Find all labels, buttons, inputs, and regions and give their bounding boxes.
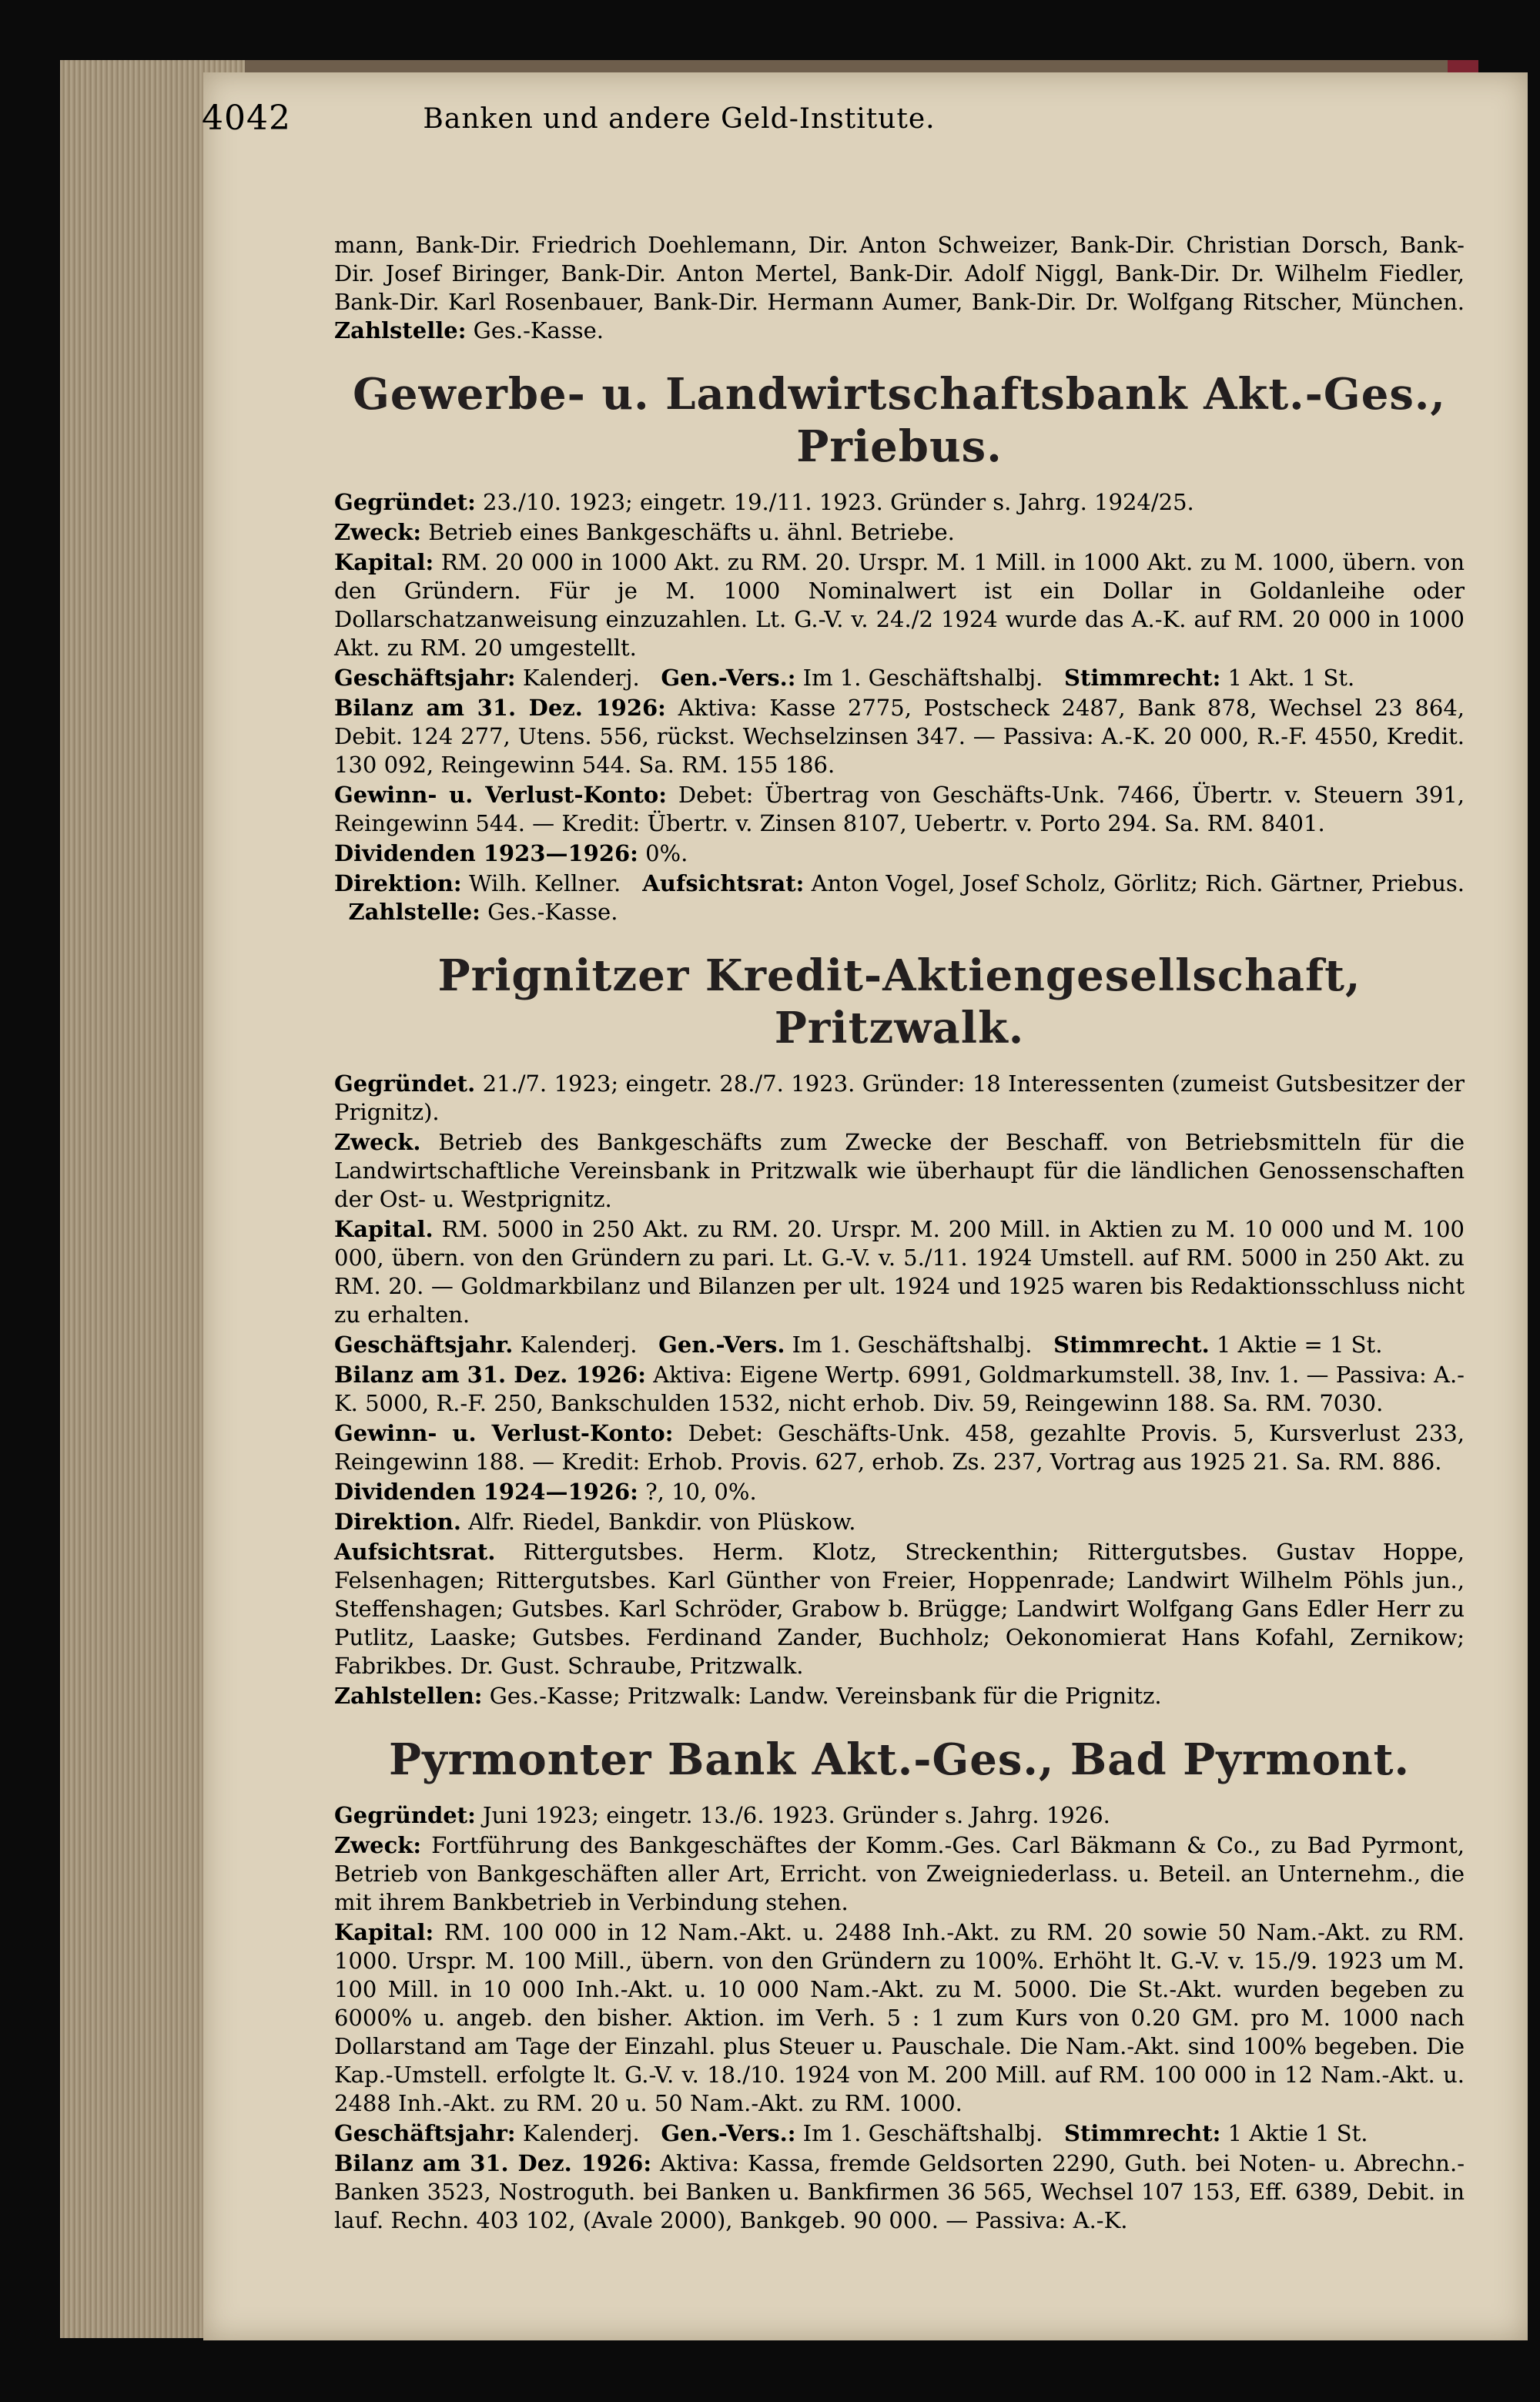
field-geschaeftsjahr (334, 664, 1465, 692)
field-gegruendet (334, 1070, 1465, 1127)
label: Bilanz am 31. Dez. 1926: (334, 695, 666, 721)
field-geschaeftsjahr (334, 2119, 1465, 2148)
field-direktion (334, 869, 1465, 926)
field-bilanz (334, 2149, 1465, 2235)
label: Stimmrecht. (1053, 1332, 1210, 1358)
bank-title: Gewerbe- u. Landwirtschaftsbank Akt.-Ges., Priebus. (353, 369, 1446, 472)
value: Kalenderj. (522, 2120, 640, 2146)
bank-entry (334, 950, 1465, 1710)
value: Kalenderj. (522, 665, 640, 691)
intro-zahlstelle-label: Zahlstelle: (334, 317, 467, 343)
field-dividenden (334, 839, 1465, 868)
label: Gewinn- u. Verlust-Konto: (334, 1420, 674, 1446)
field-gegruendet (334, 1801, 1465, 1830)
value: RM. 5000 in 250 Akt. zu RM. 20. Urspr. M. 200 Mill. in Aktien zu M. 10 000 und M. 100 000, übern. von den Gründern zu pari. Lt. G.-V. v. 5./11. 1924 Umstell. auf RM. 5000 in 250 Akt. zu RM. 20. — Goldmarkbilanz und Bilanzen per ult. 1924 und 1925 waren bis Redaktionsschluss nicht zu erhalten. (334, 1216, 1465, 1328)
label: Bilanz am 31. Dez. 1926: (334, 2150, 652, 2176)
label: Stimmrecht: (1064, 665, 1221, 691)
field-geschaeftsjahr (334, 1331, 1465, 1359)
intro-zahlstelle-value: Ges.-Kasse. (473, 317, 604, 343)
value: Rittergutsbes. Herm. Klotz, Streckenthin; Rittergutsbes. Gustav Hoppe, Felsenhagen; Rittergutsbes. Karl Günther von Freier, Hoppenrade; Landwirt Wilhelm Pöhls jun., Steffenshagen; Gutsbes. Karl Schröder, Grabow b. Brügge; Landwirt Wolfgang Gans Edler Herr zu Putlitz, Laaske; Gutsbes. Ferdinand Zander, Buchholz; Oekonomierat Hans Kofahl, Zernikow; Fabrikbes. Dr. Gust. Schraube, Pritzwalk. (334, 1539, 1465, 1679)
label: Kapital: (334, 1919, 434, 1945)
field-bilanz (334, 694, 1465, 779)
value: 21./7. 1923; eingetr. 28./7. 1923. Gründer: 18 Interessenten (zumeist Gutsbesitzer der Prignitz). (334, 1070, 1465, 1125)
label: Direktion. (334, 1509, 461, 1535)
value: Wilh. Kellner. (468, 870, 621, 896)
value: Anton Vogel, Josef Scholz, Görlitz; Rich. Gärtner, Priebus. (811, 870, 1465, 896)
label: Zweck: (334, 1832, 422, 1858)
value: 0%. (645, 840, 688, 866)
value: Im 1. Geschäftshalbj. (792, 1332, 1033, 1358)
field-kapital (334, 548, 1465, 662)
value: Fortführung des Bankgeschäftes der Komm.-Ges. Carl Bäkmann & Co., zu Bad Pyrmont, Betrieb von Bankgeschäften aller Art, Erricht. von Zweigniederlass. u. Beteil. an Unternehm., die mit ihrem Bankbetrieb in Verbindung stehen. (334, 1832, 1465, 1915)
value: Im 1. Geschäftshalbj. (802, 2120, 1043, 2146)
label: Geschäftsjahr. (334, 1332, 514, 1358)
label: Zahlstellen: (334, 1683, 483, 1709)
label: Zweck: (334, 519, 422, 545)
label: Geschäftsjahr: (334, 665, 516, 691)
value: RM. 20 000 in 1000 Akt. zu RM. 20. Urspr. M. 1 Mill. in 1000 Akt. zu M. 1000, übern. von den Gründern. Für je M. 1000 Nominalwert ist ein Dollar in Goldanleihe oder Dollarschatzanweisung einzuzahlen. Lt. G.-V. v. 24./2 1924 wurde das A.-K. auf RM. 20 000 in 1000 Akt. zu RM. 20 umgestellt. (334, 549, 1465, 661)
page-number: 4042 (202, 99, 291, 138)
intro-paragraph (334, 231, 1465, 345)
label: Bilanz am 31. Dez. 1926: (334, 1362, 646, 1388)
value: Betrieb eines Bankgeschäfts u. ähnl. Betriebe. (428, 519, 955, 545)
label: Aufsichtsrat: (642, 870, 805, 896)
value: 1 Aktie 1 St. (1227, 2120, 1368, 2146)
label: Zweck. (334, 1129, 421, 1155)
value: Aktiva: Eigene Wertp. 6991, Goldmarkumstell. 38, Inv. 1. — Passiva: A.-K. 5000, R.-F. 250, Bankschulden 1532, nicht erhob. Div. 59, Reingewinn 188. Sa. RM. 7030. (334, 1362, 1465, 1416)
label: Kapital: (334, 549, 434, 575)
field-direktion (334, 1508, 1465, 1536)
value: 1 Akt. 1 St. (1227, 665, 1355, 691)
label: Geschäftsjahr: (334, 2120, 516, 2146)
value: RM. 100 000 in 12 Nam.-Akt. u. 2488 Inh.-Akt. zu RM. 20 sowie 50 Nam.-Akt. zu RM. 1000. Urspr. M. 100 Mill., übern. von den Gründern zu 100%. Erhöht lt. G.-V. v. 15./9. 1923 um M. 100 Mill. in 10 000 Inh.-Akt. u. 10 000 Nam.-Akt. zu M. 5000. Die St.-Akt. wurden begeben zu 6000% u. angeb. den bisher. Aktion. im Verh. 5 : 1 zum Kurs von 0.20 GM. pro M. 1000 nach Dollarstand am Tage der Einzahl. plus Steuer u. Pauschale. Die Nam.-Akt. sind 100% begeben. Die Kap.-Umstell. erfolgte lt. G.-V. v. 18./10. 1924 von M. 200 Mill. auf RM. 100 000 in 12 Nam.-Akt. u. 2488 Inh.-Akt. zu RM. 20 u. 50 Nam.-Akt. zu RM. 1000. (334, 1919, 1465, 2116)
value: 1 Aktie = 1 St. (1217, 1332, 1383, 1358)
bank-title: Prignitzer Kredit-Aktiengesellschaft, Pritzwalk. (437, 950, 1361, 1054)
label: Gen.-Vers.: (661, 2120, 796, 2146)
value: 23./10. 1923; eingetr. 19./11. 1923. Gründer s. Jahrg. 1924/25. (483, 489, 1194, 515)
value: Kalenderj. (520, 1332, 638, 1358)
field-guv (334, 781, 1465, 838)
field-zweck (334, 1831, 1465, 1917)
running-head: Banken und andere Geld-Institute. (423, 103, 936, 135)
field-kapital (334, 1215, 1465, 1329)
value: Im 1. Geschäftshalbj. (802, 665, 1043, 691)
value: ?, 10, 0%. (645, 1479, 757, 1505)
value: Betrieb des Bankgeschäfts zum Zwecke der Beschaff. von Betriebsmitteln für die Landwirtschaftliche Vereinsbank in Pritzwalk wie überhaupt für die ländlichen Genossenschaften der Ost- u. Westprignitz. (334, 1129, 1465, 1212)
field-dividenden (334, 1478, 1465, 1506)
label: Gegründet: (334, 1802, 476, 1828)
value: Debet: Übertrag von Geschäfts-Unk. 7466, Übertr. v. Steuern 391, Reingewinn 544. — Kredit: Übertr. v. Zinsen 8107, Uebertr. v. Porto 294. Sa. RM. 8401. (334, 782, 1465, 836)
value: Ges.-Kasse; Pritzwalk: Landw. Vereinsbank für die Prignitz. (489, 1683, 1162, 1709)
value: Aktiva: Kasse 2775, Postscheck 2487, Bank 878, Wechsel 23 864, Debit. 124 277, Utens. 556, rückst. Wechselzinsen 347. — Passiva: A.-K. 20 000, R.-F. 4550, Kredit. 130 092, Reingewinn 544. Sa. RM. 155 186. (334, 695, 1465, 778)
label: Zahlstelle: (348, 899, 480, 925)
field-guv (334, 1419, 1465, 1476)
label: Gegründet: (334, 489, 476, 515)
label: Gewinn- u. Verlust-Konto: (334, 782, 667, 808)
bank-entry (334, 368, 1465, 926)
intro-text: mann, Bank-Dir. Friedrich Doehlemann, Dir. Anton Schweizer, Bank-Dir. Christian Dorsch, Bank-Dir. Josef Biringer, Bank-Dir. Anton Mertel, Bank-Dir. Adolf Niggl, Bank-Dir. Dr. Wilhelm Fiedler, Bank-Dir. Karl Rosenbauer, Bank-Dir. Hermann Aumer, Bank-Dir. Dr. Wolfgang Ritscher, München. (334, 232, 1465, 315)
label: Direktion: (334, 870, 462, 896)
label: Gen.-Vers.: (661, 665, 796, 691)
field-bilanz (334, 1361, 1465, 1418)
bank-entry (334, 1734, 1465, 2235)
bank-title: Pyrmonter Bank Akt.-Ges., Bad Pyrmont. (388, 1734, 1411, 1785)
value: Juni 1923; eingetr. 13./6. 1923. Gründer s. Jahrg. 1926. (483, 1802, 1110, 1828)
value: Ges.-Kasse. (487, 899, 618, 925)
value: Alfr. Riedel, Bankdir. von Plüskow. (468, 1509, 856, 1535)
field-zahlstellen (334, 1682, 1465, 1710)
value: Aktiva: Kassa, fremde Geldsorten 2290, Guth. bei Noten- u. Abrechn.-Banken 3523, Nostroguth. bei Banken u. Bankfirmen 36 565, Wechsel 107 153, Eff. 6389, Debit. in lauf. Rechn. 403 102, (Avale 2000), Bankgeb. 90 000. — Passiva: A.-K. (334, 2150, 1465, 2233)
page-content (334, 231, 1465, 2236)
field-gegruendet (334, 488, 1465, 517)
label: Dividenden 1924—1926: (334, 1479, 638, 1505)
field-zweck (334, 1128, 1465, 1214)
label: Aufsichtsrat. (334, 1539, 496, 1565)
value: Debet: Geschäfts-Unk. 458, gezahlte Provis. 5, Kursverlust 233, Reingewinn 188. — Kredit: Erhob. Provis. 627, erhob. Zs. 237, Vortrag aus 1925 21. Sa. RM. 886. (334, 1420, 1465, 1475)
page-header (202, 99, 1465, 145)
field-kapital (334, 1918, 1465, 2118)
label: Dividenden 1923—1926: (334, 840, 638, 866)
label: Stimmrecht: (1064, 2120, 1221, 2146)
label: Gegründet. (334, 1070, 476, 1097)
field-zweck (334, 518, 1465, 547)
label: Kapital. (334, 1216, 434, 1242)
field-aufsichtsrat (334, 1538, 1465, 1680)
label: Gen.-Vers. (658, 1332, 785, 1358)
